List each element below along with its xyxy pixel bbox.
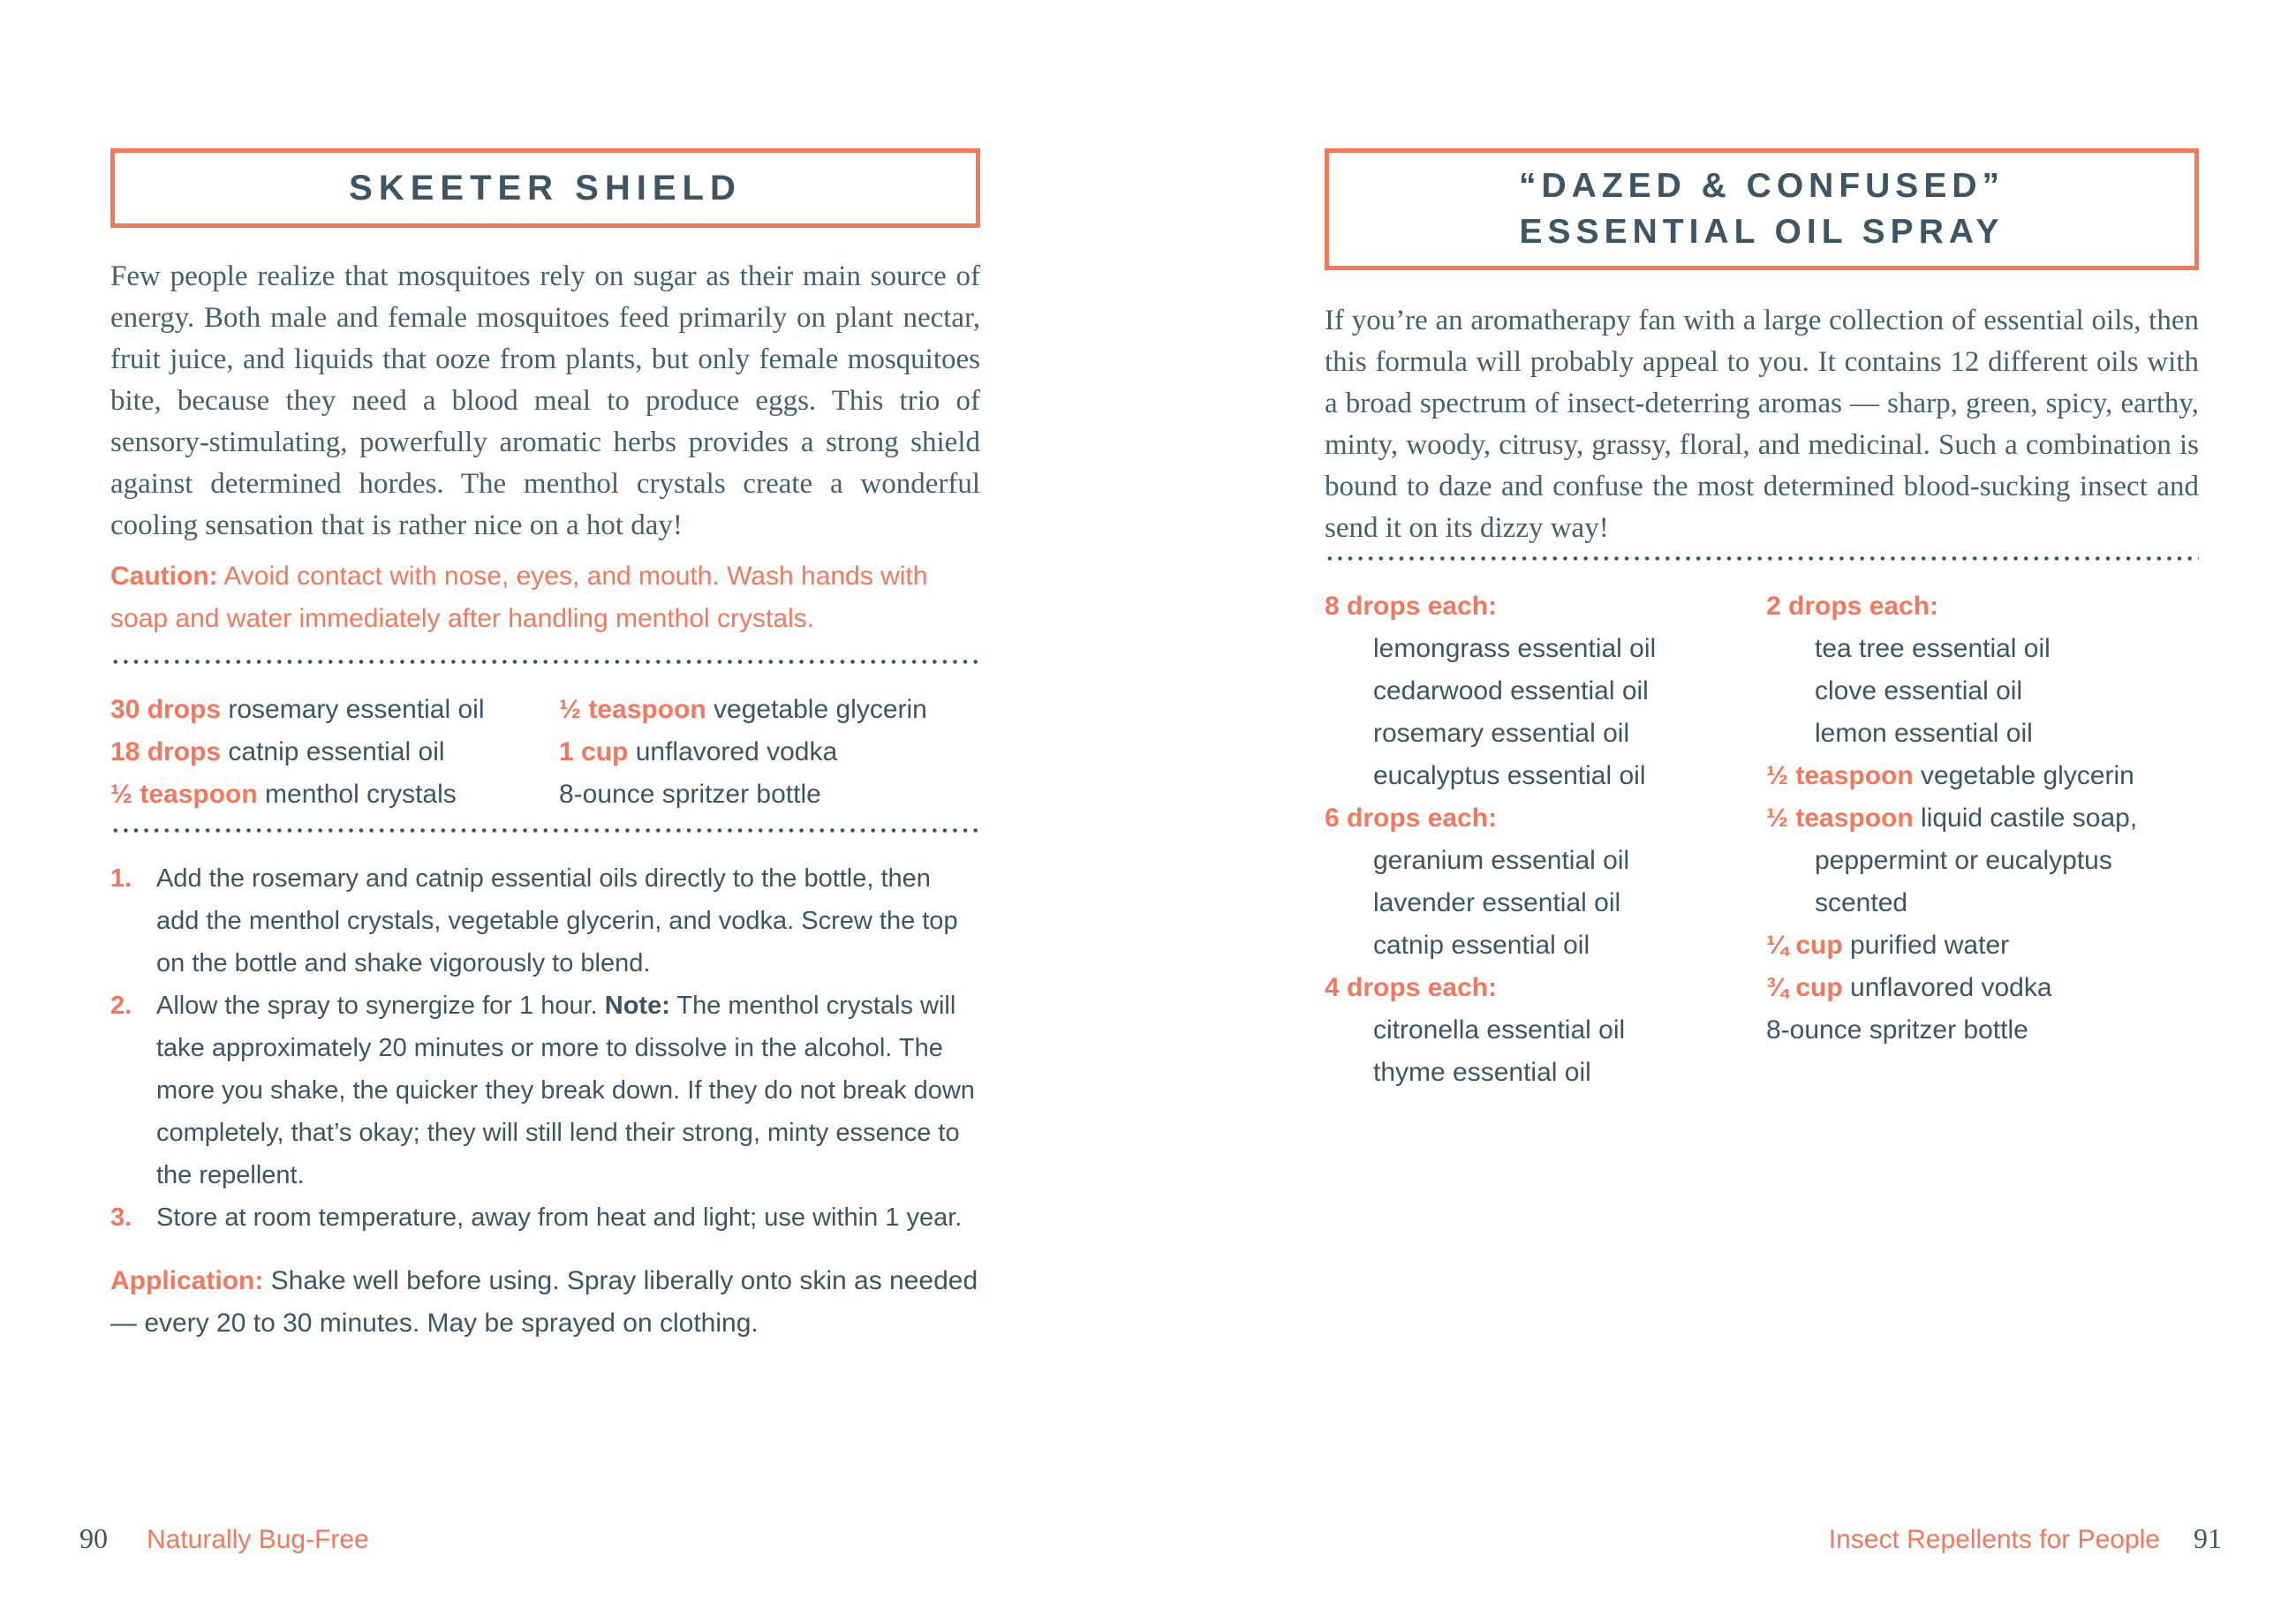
ingredient-item: clove essential oil	[1815, 676, 2023, 705]
step-item-1	[110, 857, 980, 985]
step-note-label: Note:	[604, 992, 670, 1020]
caution-label: Caution:	[110, 562, 218, 591]
step-text: Store at room temperature, away from heat and light; use within 1 year.	[156, 1203, 963, 1232]
ingredient-amount: ½ teaspoon	[559, 695, 706, 724]
ingredient-row	[110, 731, 559, 773]
chapter-title: Insect Repellents for People	[1828, 1525, 2160, 1554]
ingredient-group-header: 4 drops each:	[1325, 973, 1498, 1002]
dotted-divider	[110, 660, 980, 664]
ingredient-name: catnip essential oil	[221, 737, 445, 766]
ingredient-name: liquid castile soap, peppermint or eucalyptus scented	[1815, 804, 2138, 917]
step-text: Allow the spray to synergize for 1 hour.	[156, 992, 605, 1020]
step-item-3	[110, 1196, 980, 1239]
ingredient-amount: ½ teaspoon	[1766, 761, 1914, 790]
ingredient-row	[110, 773, 559, 816]
step-number: 2.	[110, 992, 132, 1020]
ingredients-list	[1325, 585, 2199, 1094]
ingredient-item: rosemary essential oil	[1373, 719, 1630, 748]
ingredient-group-header: 6 drops each:	[1325, 804, 1498, 833]
step-text: Add the rosemary and catnip essential oils directly to the bottle, then add the menthol crystals, vegetable glycerin, and vodka. Screw the top on the bottle and shake vigorously to blend.	[156, 864, 958, 977]
ingredient-group-header: 2 drops each:	[1766, 592, 1939, 621]
recipe-title-box	[110, 148, 980, 228]
ingredient-name: 8-ounce spritzer bottle	[1766, 1015, 2028, 1045]
application-text: Shake well before using. Spray liberally onto skin as needed — every 20 to 30 minutes. May be sprayed on clothing.	[110, 1266, 978, 1338]
ingredient-row	[559, 773, 980, 816]
application-label: Application:	[110, 1266, 264, 1295]
ingredient-amount: ½ teaspoon	[110, 780, 258, 809]
recipe-title-line-2: ESSENTIAL OIL SPRAY	[1519, 213, 2005, 251]
ingredient-item: tea tree essential oil	[1815, 634, 2051, 663]
ingredient-item: lemon essential oil	[1815, 719, 2033, 748]
ingredient-name: vegetable glycerin	[1913, 761, 2134, 790]
recipe-title-box	[1325, 148, 2199, 270]
recipe-title-line-1: “DAZED & CONFUSED”	[1518, 167, 2005, 205]
ingredient-row	[1766, 924, 2199, 967]
steps-list	[110, 857, 980, 1239]
ingredient-name: vegetable glycerin	[706, 695, 927, 724]
ingredient-row	[559, 689, 980, 731]
ingredient-amount: ¾ cup	[1766, 973, 1843, 1002]
dotted-divider	[110, 828, 980, 833]
caution-text: Avoid contact with nose, eyes, and mouth. Wash hands with soap and water immediately after handling menthol crystals.	[110, 562, 928, 633]
ingredient-row	[559, 731, 980, 773]
intro-paragraph: Few people realize that mosquitoes rely on sugar as their main source of energy. Both male and female mosquitoes feed primarily on plant nectar, fruit juice, and liquids that ooze from plants, but only female mosquitoes bite, because they need a blood meal to produce eggs. This trio of sensory-stimulating, powerfully aromatic herbs provides a strong shield against determined hordes. The menthol crystals create a wonderful cooling sensation that is rather nice on a hot day!	[110, 260, 980, 541]
step-number: 3.	[110, 1203, 132, 1232]
page-left	[110, 0, 980, 1345]
application-note	[110, 1260, 980, 1345]
step-text: The menthol crystals will take approximately 20 minutes or more to dissolve in the alcohol. The more you shake, the quicker they break down. If they do not break down completely, that’s okay; they will still lend their strong, minty essence to the repellent.	[156, 992, 975, 1189]
ingredient-row	[1766, 1009, 2199, 1052]
page-footer-right	[1829, 1522, 2222, 1555]
ingredient-item: thyme essential oil	[1373, 1058, 1591, 1087]
book-title: Naturally Bug-Free	[147, 1525, 369, 1554]
ingredient-amount: 18 drops	[110, 737, 222, 766]
ingredient-name: unflavored vodka	[1842, 973, 2052, 1002]
ingredient-row	[1766, 967, 2199, 1009]
ingredient-amount: ¼ cup	[1766, 931, 1843, 960]
ingredient-name: unflavored vodka	[628, 737, 838, 766]
page-number: 90	[79, 1522, 108, 1554]
ingredient-name: purified water	[1842, 931, 2010, 960]
ingredient-name: 8-ounce spritzer bottle	[559, 780, 821, 809]
ingredient-amount: 1 cup	[559, 737, 629, 766]
ingredient-item: cedarwood essential oil	[1373, 676, 1649, 705]
ingredient-row	[1766, 755, 2199, 797]
ingredients-column-1	[110, 689, 559, 816]
ingredient-amount: 30 drops	[110, 695, 222, 724]
ingredient-name: rosemary essential oil	[221, 695, 485, 724]
step-item-2	[110, 985, 980, 1196]
step-number: 1.	[110, 864, 132, 893]
page-number: 91	[2194, 1522, 2222, 1554]
ingredient-group-header: 8 drops each:	[1325, 592, 1498, 621]
ingredient-amount: ½ teaspoon	[1766, 804, 1914, 833]
ingredient-row	[110, 689, 559, 731]
ingredients-column-1	[1325, 585, 1766, 1094]
ingredients-list	[110, 689, 980, 816]
recipe-title: SKEETER SHIELD	[349, 169, 742, 207]
ingredient-item: catnip essential oil	[1373, 931, 1590, 960]
ingredients-column-2	[1766, 585, 2199, 1094]
ingredient-row	[1766, 797, 2199, 924]
intro-paragraph: If you’re an aromatherapy fan with a large collection of essential oils, then this formula will probably appeal to you. It contains 12 different oils with a broad spectrum of insect-deterring aromas — sharp, green, spicy, earthy, minty, woody, citrusy, grassy, floral, and medicinal. Such a combination is bound to daze and confuse the most determined blood-sucking insect and send it on its dizzy way!	[1325, 305, 2199, 544]
ingredient-name: menthol crystals	[257, 780, 457, 809]
ingredient-item: eucalyptus essential oil	[1373, 761, 1646, 790]
ingredients-column-2	[559, 689, 980, 816]
ingredient-item: lemongrass essential oil	[1373, 634, 1657, 663]
ingredient-item: citronella essential oil	[1373, 1015, 1626, 1045]
ingredient-item: geranium essential oil	[1373, 846, 1630, 875]
page-right	[1325, 0, 2199, 1094]
caution-note	[110, 555, 980, 640]
ingredient-item: lavender essential oil	[1373, 888, 1621, 917]
dotted-divider	[1325, 556, 2199, 561]
page-footer-left	[79, 1522, 369, 1555]
